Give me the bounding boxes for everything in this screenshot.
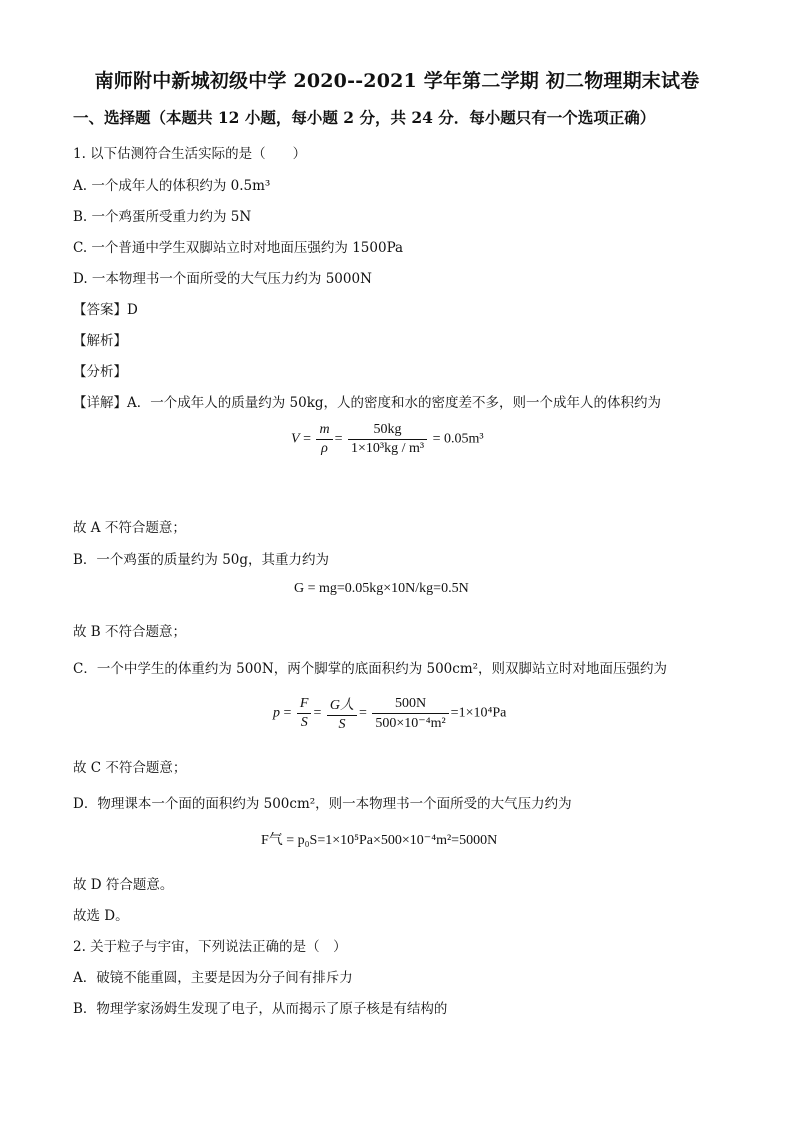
detail-b: B．一个鸡蛋的质量约为 50g，其重力约为 xyxy=(73,552,330,568)
conclusion-c: 故 C 不符合题意； xyxy=(73,760,187,776)
detail-d: D．物理课本一个面的面积约为 500cm²，则一本物理书一个面所受的大气压力约为 xyxy=(73,796,572,812)
formula-c-lhs: p xyxy=(273,705,280,721)
question-1-option-b: B. 一个鸡蛋所受重力约为 5N xyxy=(73,209,252,225)
conclusion-a: 故 A 不符合题意； xyxy=(73,520,186,536)
section-heading: 一、选择题（本题共 12 小题，每小题 2 分，共 24 分．每小题只有一个选项正确） xyxy=(73,108,656,127)
fraction-m-over-rho xyxy=(316,422,332,457)
fraction-numerator: G人 xyxy=(329,698,354,713)
fraction-numerator: F xyxy=(299,696,309,711)
fraction-denominator: 1×10³kg / m³ xyxy=(351,441,425,456)
question-2-option-a: A．破镜不能重圆，主要是因为分子间有排斥力 xyxy=(73,970,353,986)
fraction-denominator: ρ xyxy=(321,441,328,456)
formula-volume: V = $\frac{m}{\rho}$ = $\frac{50kg}{\text{1×10³kg / m³}}$ = 0.05m³ xyxy=(291,422,484,456)
formula-c-result: =1×10⁴Pa xyxy=(450,705,507,721)
detail-c: C．一个中学生的体重约为 500N，两个脚掌的底面积约为 500cm²，则双脚站立时对地面压强约为 xyxy=(73,661,668,677)
detail-a: 【详解】A．一个成年人的质量约为 50kg，人的密度和水的密度差不多，则一个成年人的体积约为 xyxy=(73,395,662,411)
fraction-numerator: m xyxy=(319,422,330,437)
exam-title: 南师附中新城初级中学 2020--2021 学年第二学期 初二物理期末试卷 xyxy=(94,70,700,92)
formula-a-lhs: V xyxy=(291,431,300,447)
question-1-option-a: A. 一个成年人的体积约为 0.5m³ xyxy=(73,178,271,194)
explanation-label: 【解析】 xyxy=(73,333,127,349)
fraction-numerator: 50kg xyxy=(348,422,427,440)
fraction-f-over-s xyxy=(297,696,312,731)
question-1-option-d: D. 一本物理书一个面所受的大气压力约为 5000N xyxy=(73,271,372,287)
fraction-numerator: 500N xyxy=(372,696,448,714)
formula-gravity: G = mg=0.05kg×10N/kg=0.5N xyxy=(294,581,469,596)
formula-air-pressure-force: F气 = p₀S=1×10⁵Pa×500×10⁻⁴m²=5000N xyxy=(261,833,498,848)
fraction-500n-over-area xyxy=(372,696,448,732)
answer-label: 【答案】D xyxy=(73,302,138,318)
conclusion-d: 故 D 符合题意。 xyxy=(73,877,174,893)
question-2-stem: 2. 关于粒子与宇宙，下列说法正确的是（ ） xyxy=(73,939,347,955)
question-1-stem: 1. 以下估测符合生活实际的是（ ） xyxy=(73,146,307,162)
formula-pressure: p = $\frac{F}{S}$ = $\frac{\text{G人}}{S}$ = $\frac{500N}{\text{500×10⁻⁴m²}}$ =1×10⁴Pa xyxy=(273,695,507,732)
fraction-mass-over-density xyxy=(348,422,427,457)
question-1-option-c: C. 一个普通中学生双脚站立时对地面压强约为 1500Pa xyxy=(73,240,404,256)
final-choice: 故选 D。 xyxy=(73,908,129,924)
conclusion-b: 故 B 不符合题意； xyxy=(73,624,187,640)
fraction-denominator: S xyxy=(338,717,346,732)
question-2-option-b: B．物理学家汤姆生发现了电子，从而揭示了原子核是有结构的 xyxy=(73,1001,448,1017)
formula-a-result: = 0.05m³ xyxy=(432,431,484,447)
fraction-denominator: S xyxy=(300,715,308,730)
fraction-weight-over-s xyxy=(327,694,357,733)
analysis-label: 【分析】 xyxy=(73,364,127,380)
fraction-denominator: 500×10⁻⁴m² xyxy=(375,715,446,731)
